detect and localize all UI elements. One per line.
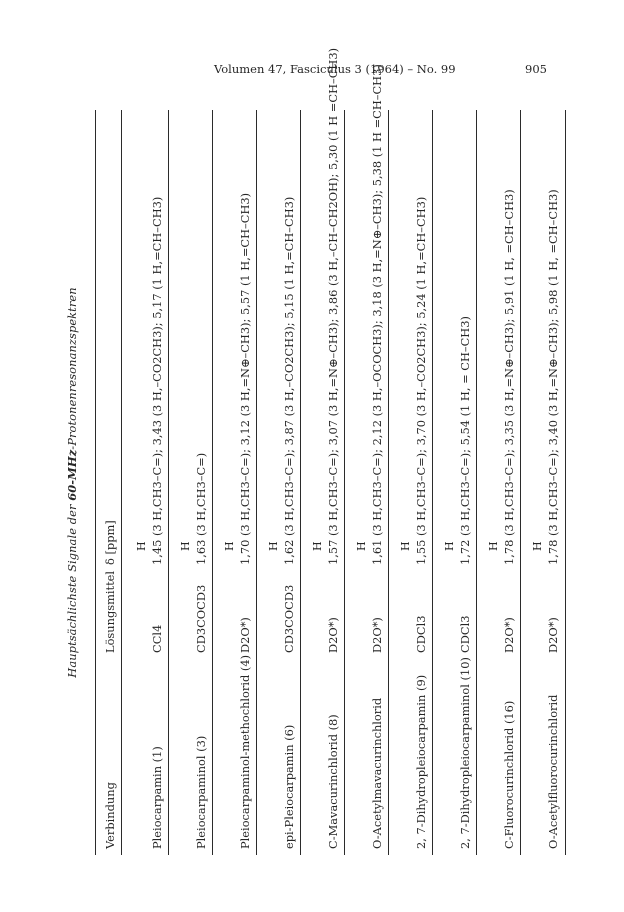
- compound-name: O-Acetylfluorocurinchlorid: [546, 694, 560, 849]
- chemical-shifts: 1,78 (3 H,CH3–C=); 3,35 (3 H,=N⊕–CH3); 5,91 (1 H, =CH–CH3): [502, 189, 516, 565]
- chemical-shifts: 1,70 (3 H,CH3–C=); 3,12 (3 H,=N⊕–CH3); 5,57 (1 H,=CH–CH3): [238, 192, 252, 565]
- solvent: D2O*): [238, 617, 252, 653]
- hydrogen-mark: H: [135, 541, 148, 551]
- table-row: [345, 64, 389, 855]
- compound-name: Pleiocarpaminol (3): [194, 735, 208, 849]
- chemical-shifts: 1,63 (3 H,CH3–C=): [194, 452, 208, 565]
- table-caption: Hauptsächlichste Signale der 60-MHz-Protonenresonanzspektren: [65, 287, 79, 678]
- page-number: 905: [525, 62, 547, 76]
- journal-citation: Volumen 47, Fasciculus 3 (1964) – No. 99: [214, 62, 456, 76]
- running-head: [0, 61, 624, 77]
- chemical-shifts: 1,57 (3 H,CH3–C=); 3,07 (3 H,=N⊕–CH3); 3,86 (3 H,–CH–CH2OH); 5,30 (1 H =CH–CH3): [326, 47, 340, 565]
- solvent: CDCl3: [458, 615, 472, 653]
- table-row: [257, 110, 301, 855]
- hydrogen-mark: H: [443, 541, 456, 551]
- compound-name: Pleiocarpamin (1): [150, 746, 164, 849]
- solvent: D2O*): [370, 617, 384, 653]
- compound-name: epi-Pleiocarpamin (6): [282, 724, 296, 849]
- table-row: [433, 110, 477, 855]
- header-shift: δ [ppm]: [103, 520, 117, 565]
- solvent: CDCl3: [414, 615, 428, 653]
- compound-name: C-Fluorocurinchlorid (16): [502, 700, 516, 849]
- hydrogen-mark: H: [267, 541, 280, 551]
- table-row: [389, 110, 433, 855]
- row-rule: [565, 110, 566, 855]
- compound-name: 2, 7-Dihydropleiocarpaminol (10): [458, 657, 472, 849]
- solvent: CD3COCD3: [194, 584, 208, 653]
- chemical-shifts: 1,78 (3 H,CH3–C=); 3,40 (3 H,=N⊕–CH3); 5,98 (1 H, =CH–CH3): [546, 189, 560, 565]
- hydrogen-mark: H: [311, 541, 324, 551]
- header-compound: Verbindung: [103, 782, 117, 849]
- table-row: [213, 110, 257, 855]
- hydrogen-mark: H: [399, 541, 412, 551]
- table-row: [125, 110, 169, 855]
- hydrogen-mark: H: [223, 541, 236, 551]
- hydrogen-mark: H: [355, 541, 368, 551]
- table-row: [521, 110, 565, 855]
- header-solvent: Lösungsmittel: [103, 570, 117, 653]
- solvent: D2O*): [502, 617, 516, 653]
- solvent: D2O*): [546, 617, 560, 653]
- chemical-shifts: 1,55 (3 H,CH3–C=); 3,70 (3 H,–CO2CH3); 5,24 (1 H,=CH–CH3): [414, 196, 428, 565]
- solvent: D2O*): [326, 617, 340, 653]
- caption-bold-frequency: 60-MHz: [65, 449, 79, 501]
- table-rule-header: [121, 110, 122, 855]
- compound-name: Pleiocarpaminol-methochlorid (4): [238, 654, 252, 849]
- hydrogen-mark: H: [179, 541, 192, 551]
- chemical-shifts: 1,45 (3 H,CH3–C=); 3,43 (3 H,–CO2CH3); 5,17 (1 H,=CH–CH3): [150, 196, 164, 565]
- hydrogen-mark: H: [487, 541, 500, 551]
- table-row: [169, 110, 213, 855]
- table-row: [477, 110, 521, 855]
- solvent: CD3COCD3: [282, 584, 296, 653]
- hydrogen-mark: H: [531, 541, 544, 551]
- compound-name: C-Mavacurinchlorid (8): [326, 714, 340, 849]
- chemical-shifts: 1,72 (3 H,CH3–C=); 5,54 (1 H, = CH–CH3): [458, 316, 472, 565]
- compound-name: O-Acetylmavacurinchlorid: [370, 697, 384, 849]
- solvent: CCl4: [150, 624, 164, 653]
- table-row: [301, 47, 345, 855]
- chemical-shifts: 1,61 (3 H,CH3–C=); 2,12 (3 H,–OCOCH3); 3,18 (3 H,=N⊕–CH3); 5,38 (1 H =CH–CH3): [370, 64, 384, 565]
- chemical-shifts: 1,62 (3 H,CH3–C=); 3,87 (3 H,–CO2CH3); 5,15 (1 H,=CH–CH3): [282, 196, 296, 565]
- table-rule-top: [95, 110, 96, 855]
- compound-name: 2, 7-Dihydropleiocarpamin (9): [414, 674, 428, 849]
